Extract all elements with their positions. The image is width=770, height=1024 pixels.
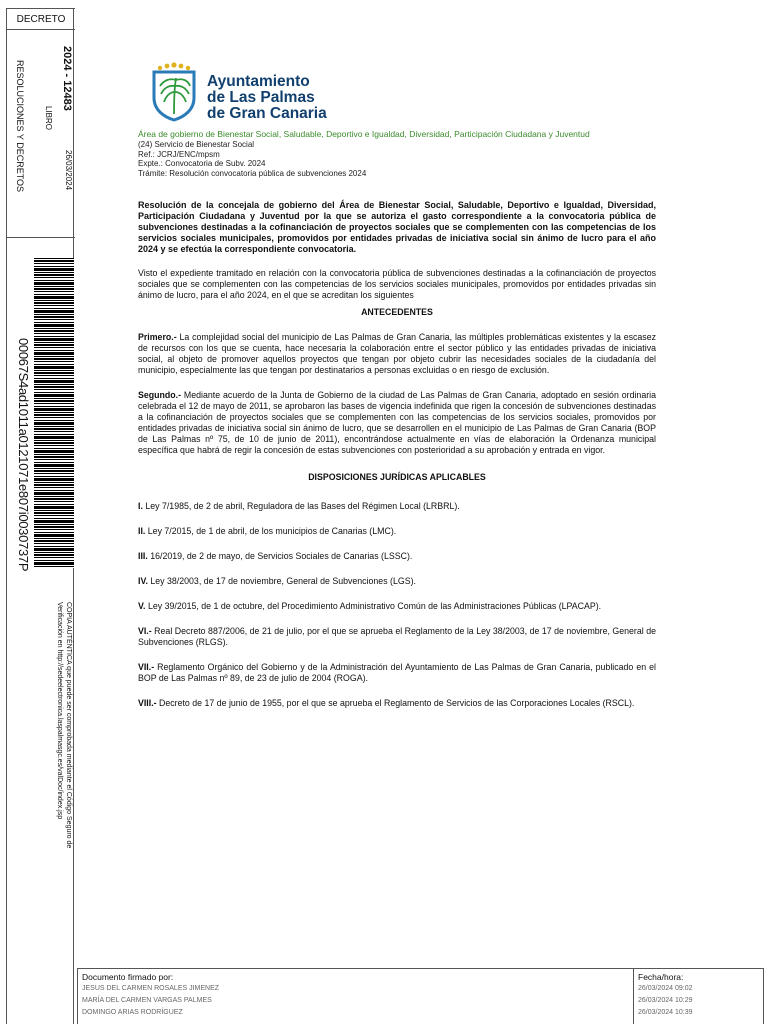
- antecedentes-heading: ANTECEDENTES: [361, 307, 433, 317]
- government-area: Área de gobierno de Bienestar Social, Saludable, Deportivo e Igualdad, Diversidad, Participación Ciudadana y Juventud: [138, 129, 590, 139]
- segundo-text: Mediante acuerdo de la Junta de Gobierno de la ciudad de Las Palmas de Gran Canaria, adoptado en sesión ordinaria celebrada el 12 de mayo de 2011, se aprobaron las bases de vigencia indefinida que rigen la concesión de subvenciones destinadas a la cofinanciación de proyectos sociales que se complementen con las competencias de los servicios sociales, promovidos por entidades privadas de iniciativa social sin ánimo de lucro, que se desarrollen en el municipio de Las Palmas de Gran Canaria (BOP de Las Palmas nº 75, de 10 de junio de 2011), encontrándose actualmente en vías de elaboración la Ordenanza municipal específica que habrá de regir la concesión de estas subvenciones con posterioridad a su aprobación y entrada en vigor.: [138, 390, 656, 455]
- libro-name: RESOLUCIONES Y DECRETOS: [15, 60, 25, 193]
- law-number: VII.-: [138, 662, 155, 672]
- org-name-line-2: de Las Palmas: [207, 89, 315, 106]
- law-item: [138, 551, 656, 562]
- copia-line-1: COPIA AUTÉNTICA que puede ser comprobada mediante el Código Seguro de: [65, 602, 72, 849]
- law-item: [138, 662, 656, 684]
- signature-date: 26/03/2024 10:39: [638, 1009, 693, 1016]
- signature-table: [77, 968, 764, 1024]
- law-text: Reglamento Orgánico del Gobierno y de la Administración del Ayuntamiento de Las Palmas de Gran Canaria, publicado en el BOP de Las Palmas nº 89, de 23 de julio de 2004 (ROGA).: [138, 662, 656, 683]
- signer-name: MARÍA DEL CARMEN VARGAS PALMES: [82, 997, 212, 1004]
- primero-label: Primero.-: [138, 332, 177, 342]
- segundo-paragraph: [138, 390, 656, 456]
- signers-column: [78, 969, 634, 1024]
- law-text: 16/2019, de 2 de mayo, de Servicios Sociales de Canarias (LSSC).: [147, 551, 413, 561]
- primero-paragraph: [138, 332, 656, 376]
- resolution-title: Resolución de la concejala de gobierno del Área de Bienestar Social, Saludable, Deportivo e Igualdad, Diversidad, Participación Ciudadana y Juventud por la que se autoriza el gasto correspondiente a la convocatoria pública de subvenciones destinadas a la cofinanciación de proyectos sociales que se complementen con las competencias de los servicios sociales municipales, promovidos por entidades privadas de iniciativa social sin ánimo de lucro para el año 2024 y se efectúa la correspondiente convocatoria.: [138, 200, 656, 254]
- libro-label: LIBRO: [44, 106, 53, 131]
- law-number: III.: [138, 551, 148, 561]
- law-text: Ley 7/1985, de 2 de abril, Reguladora de las Bases del Régimen Local (LRBRL).: [142, 501, 460, 511]
- signer-name: DOMINGO ARIAS RODRÍGUEZ: [82, 1009, 183, 1016]
- ref-line: Ref.: JCRJ/ENC/mpsm: [138, 149, 220, 159]
- signature-date: 26/03/2024 10:29: [638, 997, 693, 1004]
- law-number: VI.-: [138, 626, 152, 636]
- verification-code: 00067S4ad1011a0121071e807i0030737P: [16, 338, 31, 572]
- law-item: [138, 501, 656, 512]
- copia-autentica-note: [55, 602, 73, 848]
- law-text: Ley 38/2003, de 17 de noviembre, General de Subvenciones (LGS).: [147, 576, 416, 586]
- law-item: [138, 698, 656, 709]
- law-text: Real Decreto 887/2006, de 21 de julio, por el que se aprueba el Reglamento de la Ley 38/2003, de 17 de noviembre, General de Subvenciones (RLGS).: [138, 626, 656, 647]
- segundo-label: Segundo.-: [138, 390, 182, 400]
- law-number: V.: [138, 601, 146, 611]
- signature-date: 26/03/2024 09:02: [638, 985, 693, 992]
- service-line: (24) Servicio de Bienestar Social: [138, 140, 255, 149]
- law-number: II.: [138, 526, 146, 536]
- law-text: Decreto de 17 de junio de 1955, por el que se aprueba el Reglamento de Servicios de las Corporaciones Locales (RSCL).: [156, 698, 635, 708]
- law-number: I.: [138, 501, 143, 511]
- law-item: [138, 576, 656, 587]
- law-item: [138, 601, 656, 612]
- primero-text: La complejidad social del municipio de Las Palmas de Gran Canaria, las múltiples problemáticas existentes y la escasez de recursos con los que se cuenta, hace necesaria la colaboración entre el sector público y las entidades privadas de iniciativa social, al objeto de promover aquellos proyectos que tengan por objeto cubrir las necesidades sociales de la ciudadanía del municipio, especialmente las que tengan por destinatarios a personas excluidas o en riesgo de exclusión.: [138, 332, 656, 375]
- signer-name: JESUS DEL CARMEN ROSALES JIMENEZ: [82, 985, 220, 992]
- visto-paragraph: Visto el expediente tramitado en relación con la convocatoria pública de subvenciones destinadas a la cofinanciación de proyectos sociales que se complementen con las competencias de los servicios sociales municipales, promovidos por entidades privadas sin ánimo de lucro, para el año 2024, en el que se acreditan los siguientes: [138, 268, 656, 300]
- signature-dates-column: [634, 969, 765, 1024]
- expte-line: Expte.: Convocatoria de Subv. 2024: [138, 159, 266, 168]
- law-text: Ley 7/2015, de 1 de abril, de los municipios de Canarias (LMC).: [145, 526, 397, 536]
- disposiciones-heading: DISPOSICIONES JURÍDICAS APLICABLES: [308, 472, 486, 482]
- decree-stamp-box: [7, 30, 75, 238]
- decree-date: 26/03/2024: [64, 150, 73, 191]
- signed-by-title: Documento firmado por:: [82, 972, 174, 982]
- copia-line-2: Verificación en http://sedeelectronica.laspalmasgc.es/valDoc/index.jsp: [56, 602, 63, 820]
- organization-name: [207, 74, 327, 122]
- date-time-title: Fecha/hora:: [638, 972, 684, 982]
- document-references: [138, 140, 366, 178]
- law-item: [138, 526, 656, 537]
- ayuntamiento-logo-icon: [150, 62, 198, 122]
- org-name-line-3: de Gran Canaria: [207, 105, 327, 122]
- decreto-label: DECRETO: [7, 8, 75, 30]
- law-number: IV.: [138, 576, 148, 586]
- law-item: [138, 626, 656, 648]
- barcode-image: [34, 258, 74, 568]
- decree-number: 2024 - 12483: [61, 46, 73, 111]
- law-text: Ley 39/2015, de 1 de octubre, del Procedimiento Administrativo Común de las Administraciones Públicas (LPACAP).: [145, 601, 602, 611]
- tramite-line: Trámite: Resolución convocatoria pública de subvenciones 2024: [138, 168, 367, 178]
- decree-stamp-margin: [6, 8, 74, 1024]
- law-number: VIII.-: [138, 698, 157, 708]
- document-body: [138, 200, 656, 709]
- org-name-line-1: Ayuntamiento: [207, 73, 310, 90]
